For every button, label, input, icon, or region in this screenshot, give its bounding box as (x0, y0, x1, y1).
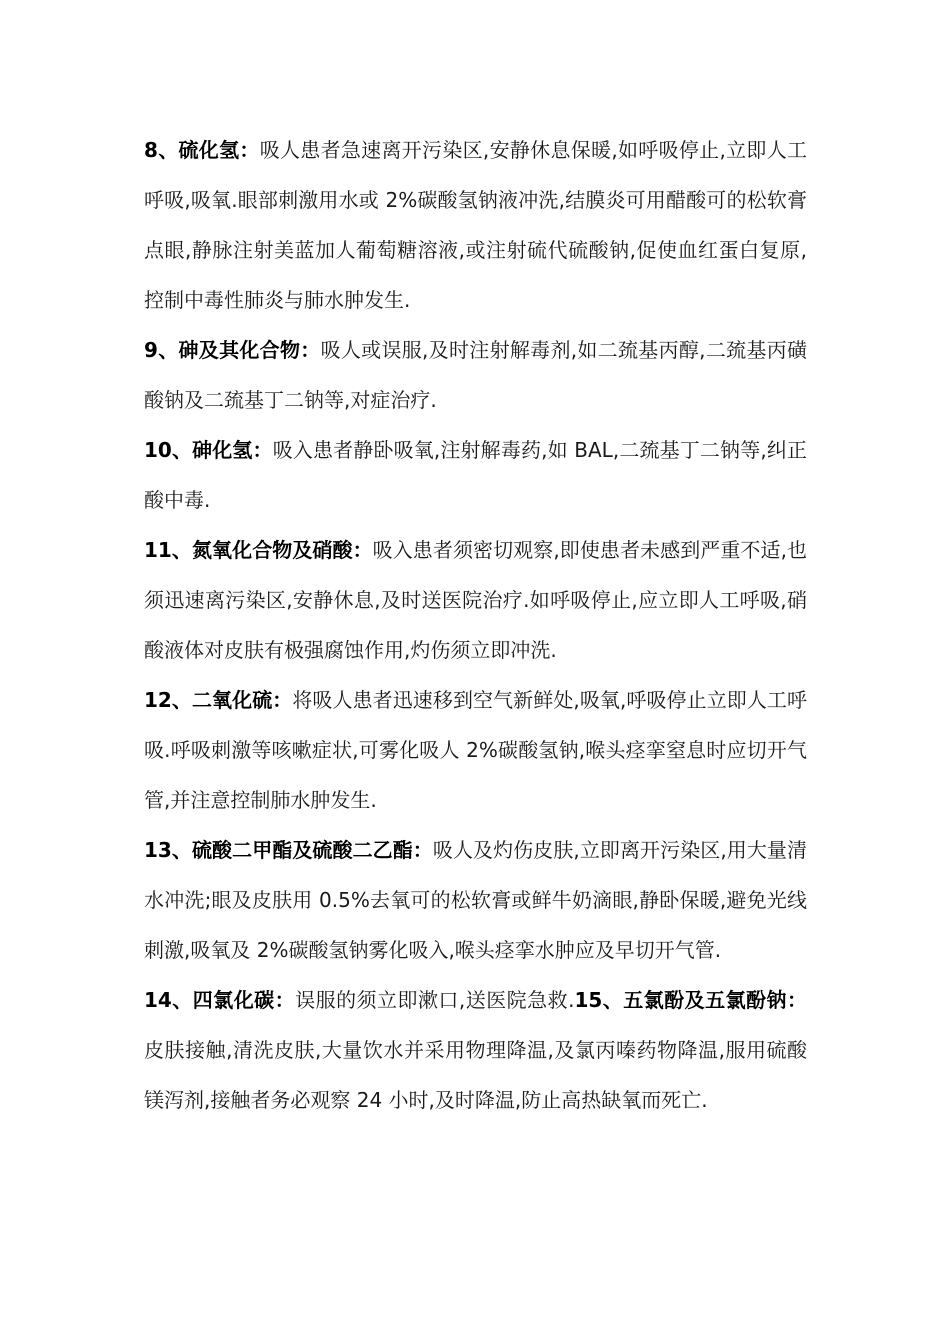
entry-body: 吸入患者静卧吸氧,注射解毒药,如 BAL,二巯基丁二钠等,纠正酸中毒. (144, 438, 807, 512)
entry-heading: 14、四氯化碳： (144, 988, 296, 1012)
paragraph-hydrogen-sulfide (144, 125, 807, 325)
entry-heading: 12、二氧化硫： (144, 688, 293, 712)
entry-body: 误服的须立即漱口,送医院急救. (295, 988, 575, 1012)
paragraph-dimethyl-sulfate (144, 825, 807, 975)
entry-body: 吸入患者须密切观察,即使患者未感到严重不适,也须迅速离污染区,安静休息,及时送医院治疗.如呼吸停止,应立即人工呼吸,硝酸液体对皮肤有极强腐蚀作用,灼伤须立即冲洗. (144, 538, 807, 662)
entry-heading: 15、五氯酚及五氯酚钠： (574, 988, 807, 1012)
entry-body: 吸人及灼伤皮肤,立即离开污染区,用大量清水冲洗;眼及皮肤用 0.5%去氧可的松软膏或鲜牛奶滴眼,静卧保暖,避免光线刺激,吸氧及 2%碳酸氢钠雾化吸入,喉头痉挛水肿应及早切开气管. (144, 838, 807, 962)
entry-body: 将吸人患者迅速移到空气新鲜处,吸氧,呼吸停止立即人工呼吸.呼吸刺激等咳嗽症状,可雾化吸人 2%碳酸氢钠,喉头痉挛窒息时应切开气管,并注意控制肺水肿发生. (144, 688, 807, 812)
entry-heading: 13、硫酸二甲酯及硫酸二乙酯： (144, 838, 433, 862)
paragraph-carbon-tetrachloride (144, 975, 807, 1125)
entry-heading: 11、氮氧化合物及硝酸： (144, 538, 373, 562)
paragraph-arsenic-compounds (144, 325, 807, 425)
document-body (144, 125, 807, 1125)
paragraph-nitrogen-oxides (144, 525, 807, 675)
entry-body: 皮肤接触,清洗皮肤,大量饮水并采用物理降温,及氯丙嗪药物降温,服用硫酸镁泻剂,接触者务必观察 24 小时,及时降温,防止高热缺氧而死亡. (144, 1038, 807, 1112)
entry-heading: 9、砷及其化合物： (144, 338, 321, 362)
entry-heading: 8、硫化氢： (144, 138, 260, 162)
entry-heading: 10、砷化氢： (144, 438, 273, 462)
entry-body: 吸人患者急速离开污染区,安静休息保暖,如呼吸停止,立即人工呼吸,吸氧.眼部刺激用水或 2%碳酸氢钠液冲洗,结膜炎可用醋酸可的松软膏点眼,静脉注射美蓝加人葡萄糖溶液,或注射硫代硫酸钠,促使血红蛋白复原,控制中毒性肺炎与肺水肿发生. (144, 138, 807, 312)
paragraph-sulfur-dioxide (144, 675, 807, 825)
entry-body: 吸人或误服,及时注射解毒剂,如二巯基丙醇,二巯基丙磺酸钠及二巯基丁二钠等,对症治疗. (144, 338, 808, 412)
paragraph-arsine (144, 425, 807, 525)
